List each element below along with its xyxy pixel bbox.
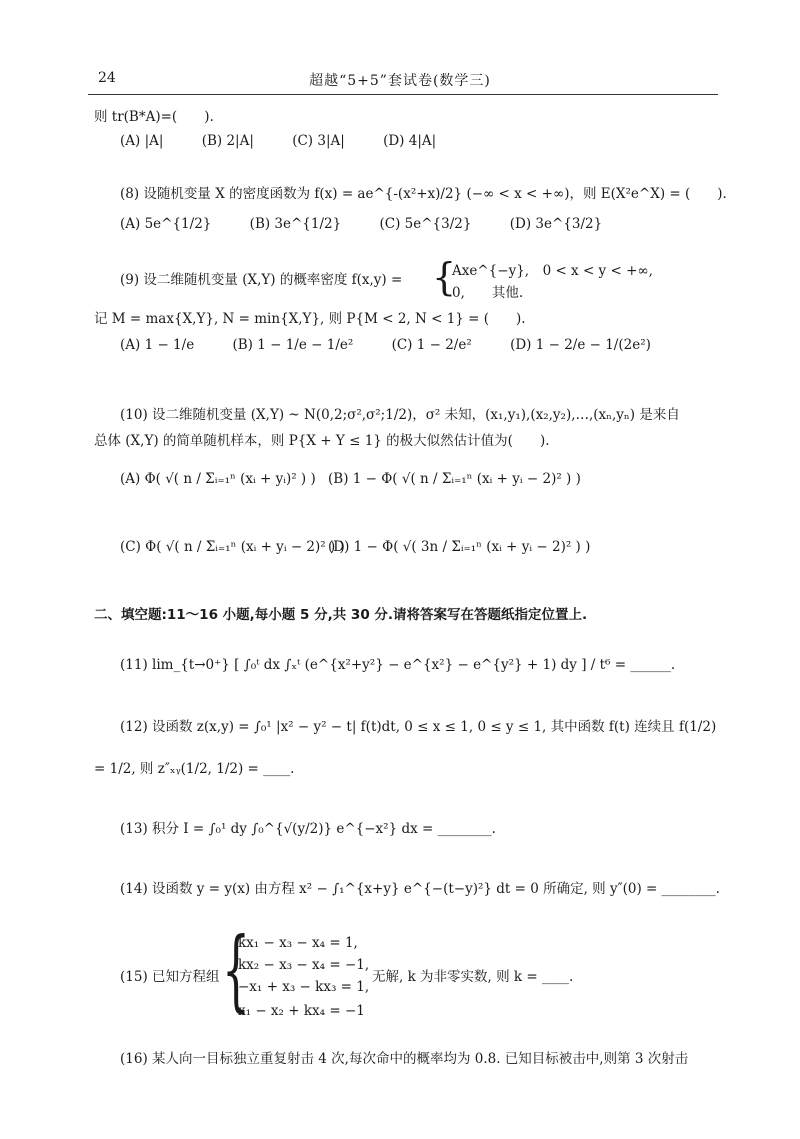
q10-option-a: (A) Φ( √( n / Σᵢ₌₁ⁿ (xᵢ + yᵢ)² ) ) <box>120 471 316 487</box>
q10-option-b: (B) 1 − Φ( √( n / Σᵢ₌₁ⁿ (xᵢ + yᵢ − 2)² ) ) <box>328 471 581 487</box>
q7-option-c: (C) 3|A| <box>292 133 345 149</box>
q9-option-d: (D) 1 − 2/e − 1/(2e²) <box>510 337 651 353</box>
q15-tail: 无解, k 为非零实数, 则 k = ____. <box>372 969 574 985</box>
q14-stem: (14) 设函数 y = y(x) 由方程 x² − ∫₁^{x+y} e^{−(t−y)²} dt = 0 所确定, 则 y″(0) = ________. <box>120 881 720 897</box>
q7-option-a: (A) |A| <box>120 133 164 149</box>
q9-brace: { <box>432 255 457 299</box>
q7-stem: 则 tr(B*A)=( ). <box>94 109 214 125</box>
page-header-title: 超越“5+5”套试卷(数学三) <box>309 73 491 89</box>
page-number: 24 <box>98 70 116 86</box>
q10-line-2: 总体 (X,Y) 的简单随机样本，则 P{X + Y ≤ 1} 的极大似然估计值为( ). <box>94 433 550 449</box>
q8-options <box>120 215 636 233</box>
q8-option-b: (B) 3e^{1/2} <box>249 216 342 232</box>
q7-option-d: (D) 4|A| <box>383 133 437 149</box>
q15-eq-3: −x₁ + x₃ − kx₃ = 1, <box>238 979 370 995</box>
q9-line-2: 记 M = max{X,Y}, N = min{X,Y}, 则 P{M < 2, N < 1} = ( ). <box>94 311 526 327</box>
q9-option-c: (C) 1 − 2/e² <box>391 337 472 353</box>
q12-line-2: = 1/2, 则 z″ₓᵧ(1/2, 1/2) = ____. <box>94 761 295 777</box>
q16-stem: (16) 某人向一目标独立重复射击 4 次,每次命中的概率均为 0.8. 已知目标被击中,则第 3 次射击 <box>120 1051 689 1067</box>
q10-stem: (10) 设二维随机变量 (X,Y) ~ N(0,2;σ²,σ²;1/2)，σ² 未知，(x₁,y₁),(x₂,y₂),…,(xₙ,yₙ) 是来自 <box>120 407 680 423</box>
q8-stem: (8) 设随机变量 X 的密度函数为 f(x) = ae^{-(x²+x)/2} (−∞ < x < +∞)，则 E(X²e^X) = ( ). <box>120 186 727 202</box>
q9-stem: (9) 设二维随机变量 (X,Y) 的概率密度 f(x,y) = <box>120 272 403 288</box>
q8-option-a: (A) 5e^{1/2} <box>120 216 212 232</box>
q15-eq-1: kx₁ − x₃ − x₄ = 1, <box>238 935 358 951</box>
q11-stem: (11) lim_{t→0⁺} [ ∫₀ᵗ dx ∫ₓᵗ (e^{x²+y²} − e^{x²} − e^{y²} + 1) dy ] / t⁶ = ______. <box>120 657 676 673</box>
q15-eq-4: x₁ − x₂ + kx₄ = −1 <box>238 1003 365 1019</box>
q8-option-d: (D) 3e^{3/2} <box>509 216 603 232</box>
q13-stem: (13) 积分 I = ∫₀¹ dy ∫₀^{√(y/2)} e^{−x²} dx = ________. <box>120 821 496 837</box>
q7-option-b: (B) 2|A| <box>201 133 254 149</box>
q9-case-1: Axe^{−y}, 0 < x < y < +∞, <box>452 263 653 279</box>
q9-case-2: 0, 其他. <box>452 285 524 301</box>
header-rule <box>88 94 718 95</box>
q8-option-c: (C) 5e^{3/2} <box>379 216 472 232</box>
q7-options <box>120 132 470 150</box>
q10-option-c: (C) Φ( √( n / Σᵢ₌₁ⁿ (xᵢ + yᵢ − 2)² ) ) <box>120 539 345 555</box>
q15-label: (15) 已知方程组 <box>120 969 220 985</box>
q12-stem: (12) 设函数 z(x,y) = ∫₀¹ |x² − y² − t| f(t)dt, 0 ≤ x ≤ 1, 0 ≤ y ≤ 1, 其中函数 f(t) 连续且 f(1/2) <box>120 719 717 735</box>
q9-option-a: (A) 1 − 1/e <box>120 337 195 353</box>
q15-eq-2: kx₂ − x₃ − x₄ = −1, <box>238 957 370 973</box>
q10-option-d: (D) 1 − Φ( √( 3n / Σᵢ₌₁ⁿ (xᵢ + yᵢ − 2)² ) ) <box>328 539 591 555</box>
section-2-heading: 二、填空题:11～16 小题,每小题 5 分,共 30 分.请将答案写在答题纸指定位置上. <box>94 607 588 623</box>
q9-options <box>120 336 685 354</box>
q15-brace: { <box>222 918 250 1021</box>
q9-option-b: (B) 1 − 1/e − 1/e² <box>232 337 354 353</box>
